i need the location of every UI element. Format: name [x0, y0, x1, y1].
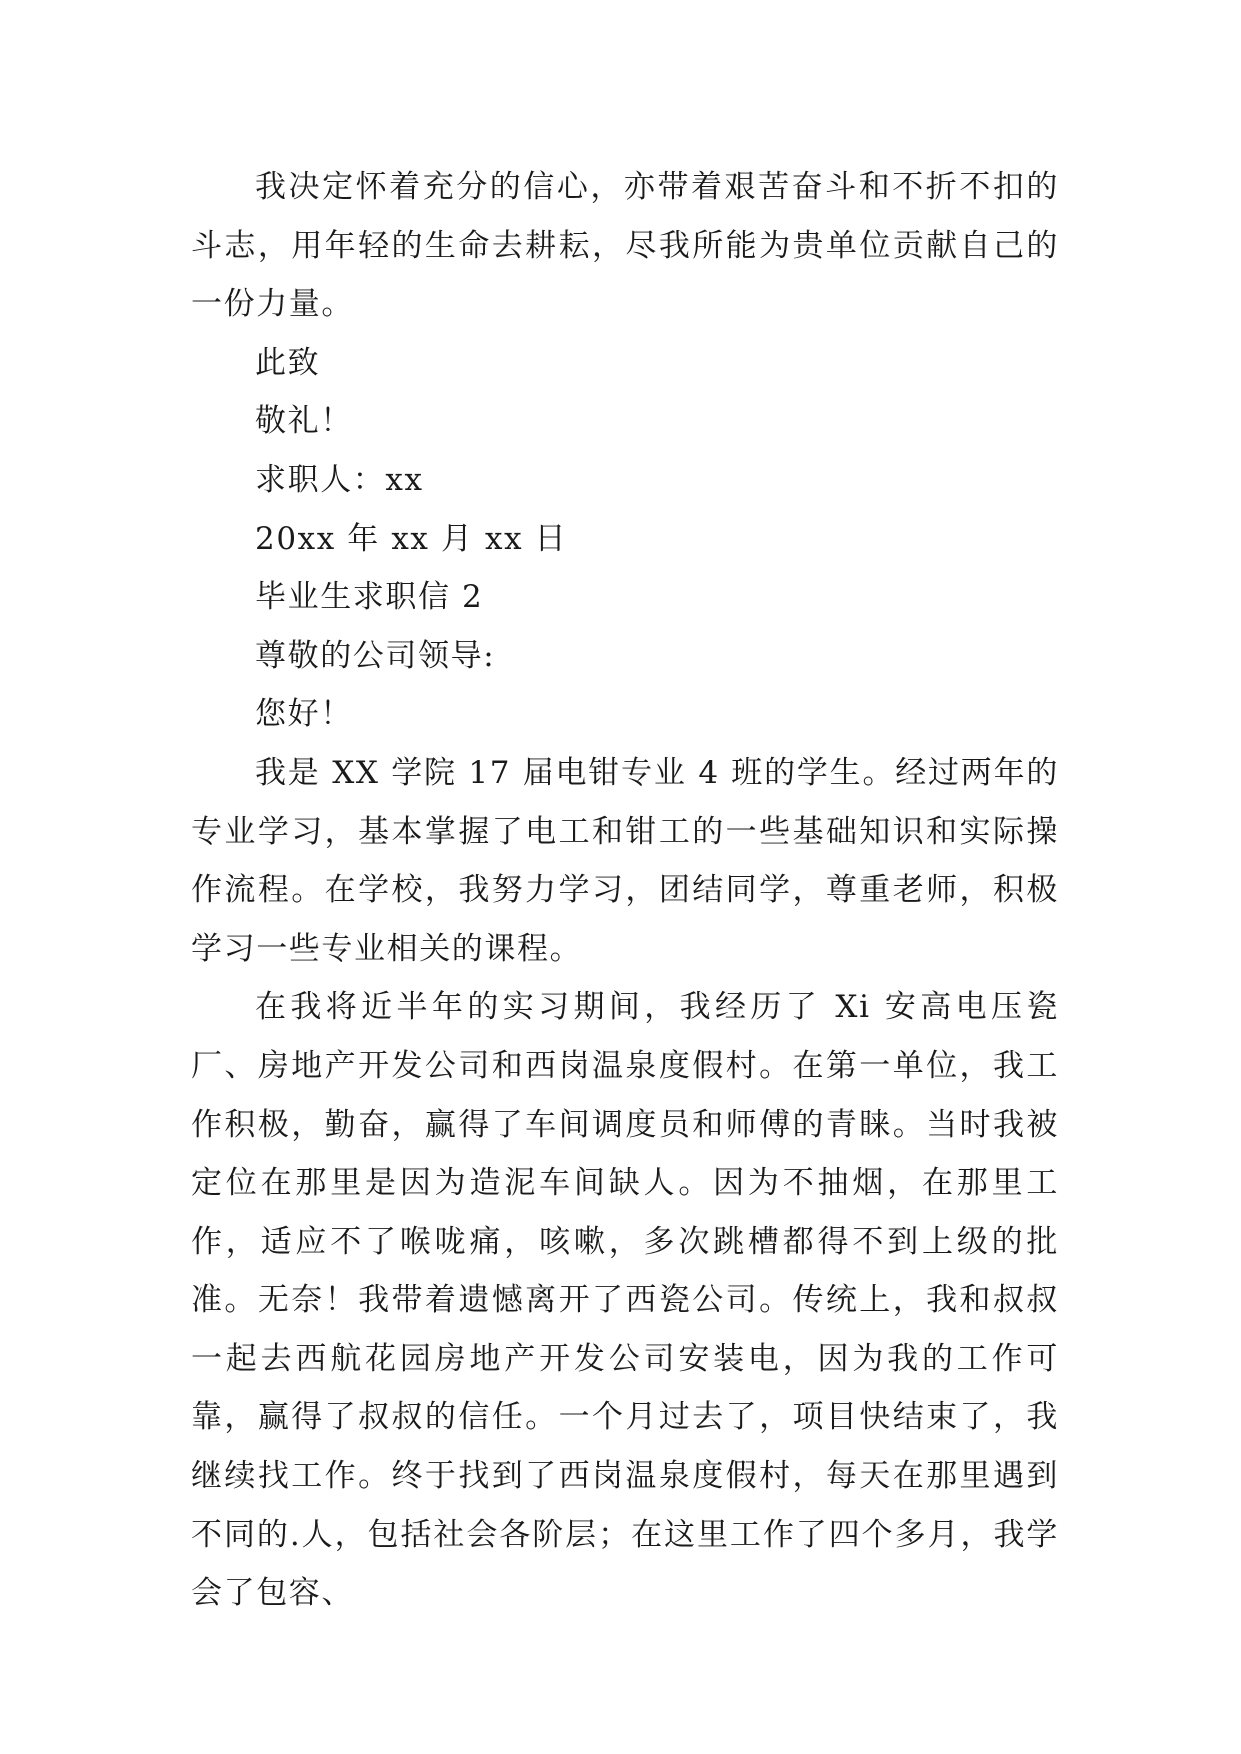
document-body: [191, 158, 1059, 1623]
paragraph-date: 20xx 年 xx 月 xx 日: [255, 520, 568, 557]
paragraph-greeting-recipient: 尊敬的公司领导:: [255, 637, 496, 674]
paragraph-applicant: 求职人：xx: [255, 461, 424, 498]
paragraph-introduction: 我是 XX 学院 17 届电钳专业 4 班的学生。经过两年的专业学习，基本掌握了电工和钳工的一些基础知识和实际操作流程。在学校，我努力学习，团结同学，尊重老师，积极学习一些专业相关的课程。: [191, 754, 1059, 967]
paragraph-closing-resolve: 我决定怀着充分的信心，亦带着艰苦奋斗和不折不扣的斗志，用年轻的生命去耕耘，尽我所能为贵单位贡献自己的一份力量。: [191, 169, 1059, 323]
paragraph-salutation-cizhi: 此致: [255, 344, 321, 381]
paragraph-greeting-hello: 您好！: [255, 696, 353, 733]
paragraph-letter-heading: 毕业生求职信 2: [255, 579, 484, 616]
paragraph-salutation-jingli: 敬礼！: [255, 403, 353, 440]
paragraph-internship: 在我将近半年的实习期间，我经历了 Xi 安高电压瓷厂、房地产开发公司和西岗温泉度假村。在第一单位，我工作积极，勤奋，赢得了车间调度员和师傅的青睐。当时我被定位在那里是因为造泥车间缺人。因为不抽烟，在那里工作，适应不了喉咙痛，咳嗽，多次跳槽都得不到上级的批准。无奈！我带着遗憾离开了西瓷公司。传统上，我和叔叔一起去西航花园房地产开发公司安装电，因为我的工作可靠，赢得了叔叔的信任。一个月过去了，项目快结束了，我继续找工作。终于找到了西岗温泉度假村，每天在那里遇到不同的.人，包括社会各阶层；在这里工作了四个多月，我学会了包容、: [191, 989, 1059, 1612]
